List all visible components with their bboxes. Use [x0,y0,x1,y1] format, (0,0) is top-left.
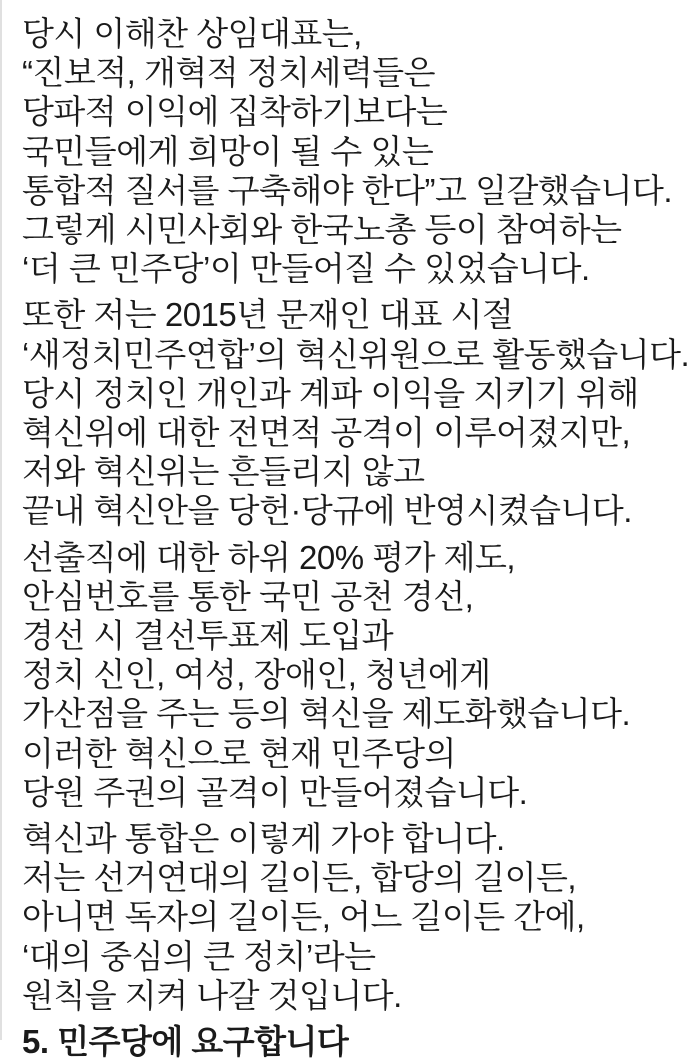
text-line: 이러한 혁신으로 현재 민주당의 [22,734,456,772]
paragraph-4 [22,819,674,1015]
text-line: 혁신위에 대한 전면적 공격이 이루어졌지만, [22,414,631,452]
text-line: 저와 혁신위는 흔들리지 않고 [22,453,425,491]
paragraph-1 [22,14,674,288]
text-line: 국민들에게 희망이 될 수 있는 [22,132,434,170]
text-line: 당시 이해찬 상임대표는, [22,15,362,52]
text-line: 당시 정치인 개인과 계파 이익을 지키기 위해 [22,374,639,412]
paragraph-2 [22,295,690,530]
text-line: 통합적 질서를 구축해야 한다”고 일갈했습니다. [22,171,673,209]
text-line: 선출직에 대한 하위 20% 평가 제도, [22,538,516,576]
text-line: 가산점을 주는 등의 혁신을 제도화했습니다. [22,695,631,733]
section-heading-partial [22,1022,674,1061]
paragraph-3 [22,538,674,812]
text-line: 아니면 독자의 길이든, 어느 길이든 간에, [22,898,585,936]
text-line: 끝내 혁신안을 당헌·당규에 반영시켰습니다. [22,492,632,530]
text-line: 당원 주권의 골격이 만들어졌습니다. [22,773,528,811]
heading-text-line: 5. 민주당에 요구합니다 [22,1023,349,1061]
text-line: “진보적, 개혁적 정치세력들은 [22,54,436,92]
text-line: 또한 저는 2015년 문재인 대표 시절 [22,296,514,334]
text-line: 혁신과 통합은 이렇게 가야 합니다. [22,820,505,858]
text-line: 안심번호를 통한 국민 공천 경선, [22,577,474,615]
text-line: 원칙을 지켜 나갈 것입니다. [22,976,402,1014]
text-line: 그렇게 시민사회와 한국노총 등이 참여하는 [22,211,622,249]
text-line: ‘대의 중심의 큰 정치’라는 [22,937,376,975]
text-line: 저는 선거연대의 길이든, 합당의 길이든, [22,859,577,897]
text-line: 정치 신인, 여성, 장애인, 청년에게 [22,656,491,694]
left-edge-divider [0,0,2,1040]
text-line: 당파적 이익에 집착하기보다는 [22,93,448,131]
text-line: 경선 시 결선투표제 도입과 [22,617,394,655]
text-line: ‘더 큰 민주당’이 만들어질 수 있었습니다. [22,250,590,288]
text-line: ‘새정치민주연합’의 혁신위원으로 활동했습니다. [22,335,690,373]
